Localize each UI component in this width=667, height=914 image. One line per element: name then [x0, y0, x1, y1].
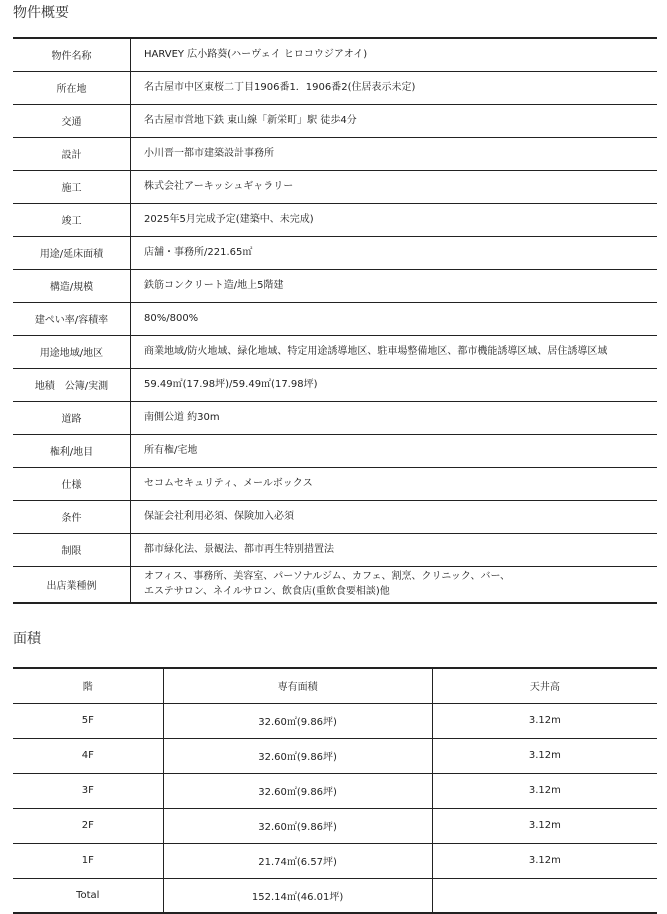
table-header-row: [13, 668, 657, 703]
table-row: [13, 203, 657, 236]
row-value: 都市緑化法、景観法、都市再生特別措置法: [131, 533, 658, 566]
table-row: [13, 335, 657, 368]
row-value: 商業地域/防火地域、緑化地域、特定用途誘導地区、駐車場整備地区、都市機能誘導区域、居住誘導区域: [131, 335, 658, 368]
ceiling-cell: 3.12m: [432, 843, 657, 878]
row-label: 設計: [13, 137, 131, 170]
floor-cell: 3F: [13, 773, 163, 808]
row-label: 権利/地目: [13, 434, 131, 467]
table-row: [13, 236, 657, 269]
total-ceiling-cell: [432, 878, 657, 913]
table-row: [13, 703, 657, 738]
area-cell: 32.60㎡(9.86坪): [163, 808, 432, 843]
row-value: 小川晋一都市建築設計事務所: [131, 137, 658, 170]
floor-cell: 4F: [13, 738, 163, 773]
table-row: [13, 434, 657, 467]
area-cell: 32.60㎡(9.86坪): [163, 773, 432, 808]
row-value-line: オフィス、事務所、美容室、パーソナルジム、カフェ、割烹、クリニック、バー、: [144, 571, 511, 583]
row-label: 地積 公簿/実測: [13, 368, 131, 401]
table-row: [13, 500, 657, 533]
table-row: [13, 738, 657, 773]
row-label: 交通: [13, 104, 131, 137]
table-row: [13, 401, 657, 434]
row-value: 株式会社アーキッシュギャラリー: [131, 170, 658, 203]
table-row: [13, 38, 657, 71]
row-label: 仕様: [13, 467, 131, 500]
row-value: 店舗・事務所/221.65㎡: [131, 236, 658, 269]
row-value: 所有権/宅地: [131, 434, 658, 467]
table-row: [13, 773, 657, 808]
column-header-floor: 階: [13, 668, 163, 703]
floor-area-table: [13, 667, 657, 914]
row-label: 所在地: [13, 71, 131, 104]
table-row: [13, 71, 657, 104]
row-label: 構造/規模: [13, 269, 131, 302]
row-value: 59.49㎡(17.98坪)/59.49㎡(17.98坪): [131, 368, 658, 401]
floor-cell: 2F: [13, 808, 163, 843]
area-cell: 21.74㎡(6.57坪): [163, 843, 432, 878]
table-row: [13, 170, 657, 203]
floor-cell: 5F: [13, 703, 163, 738]
row-label: 道路: [13, 401, 131, 434]
row-value: 南側公道 約30m: [131, 401, 658, 434]
row-value: 保証会社利用必須、保険加入必須: [131, 500, 658, 533]
ceiling-cell: 3.12m: [432, 703, 657, 738]
table-row: [13, 368, 657, 401]
area-cell: 32.60㎡(9.86坪): [163, 703, 432, 738]
overview-section-title: 物件概要: [13, 5, 69, 21]
column-header-area: 専有面積: [163, 668, 432, 703]
table-row: [13, 269, 657, 302]
row-label: 出店業種例: [13, 566, 131, 603]
table-row: [13, 104, 657, 137]
row-value: 名古屋市中区東桜二丁目1906番1．1906番2(住居表示未定): [131, 71, 658, 104]
row-label: 用途/延床面積: [13, 236, 131, 269]
row-label: 施工: [13, 170, 131, 203]
area-section-title: 面積: [13, 631, 41, 647]
row-value: 名古屋市営地下鉄 東山線「新栄町」駅 徒歩4分: [131, 104, 658, 137]
row-value: HARVEY 広小路葵(ハーヴェイ ヒロコウジアオイ): [131, 38, 658, 71]
row-value: セコムセキュリティ、メールボックス: [131, 467, 658, 500]
row-value: 80%/800%: [131, 302, 658, 335]
row-label: 物件名称: [13, 38, 131, 71]
column-header-ceiling: 天井高: [432, 668, 657, 703]
row-value-line: エステサロン、ネイルサロン、飲食店(重飲食要相談)他: [144, 586, 390, 598]
row-value: 鉄筋コンクリート造/地上5階建: [131, 269, 658, 302]
ceiling-cell: 3.12m: [432, 808, 657, 843]
row-label: 竣工: [13, 203, 131, 236]
floor-cell: 1F: [13, 843, 163, 878]
row-label: 条件: [13, 500, 131, 533]
table-row: [13, 302, 657, 335]
property-overview-table: [13, 37, 657, 604]
row-value: [131, 566, 658, 603]
row-label: 用途地域/地区: [13, 335, 131, 368]
row-label: 建ぺい率/容積率: [13, 302, 131, 335]
row-value: 2025年5月完成予定(建築中、未完成): [131, 203, 658, 236]
table-row: [13, 533, 657, 566]
table-row: [13, 843, 657, 878]
total-label-cell: Total: [13, 878, 163, 913]
table-row: [13, 137, 657, 170]
ceiling-cell: 3.12m: [432, 773, 657, 808]
table-row-total: [13, 878, 657, 913]
row-label: 制限: [13, 533, 131, 566]
total-area-cell: 152.14㎡(46.01坪): [163, 878, 432, 913]
area-cell: 32.60㎡(9.86坪): [163, 738, 432, 773]
table-row: [13, 467, 657, 500]
ceiling-cell: 3.12m: [432, 738, 657, 773]
table-row: [13, 808, 657, 843]
table-row: [13, 566, 657, 603]
